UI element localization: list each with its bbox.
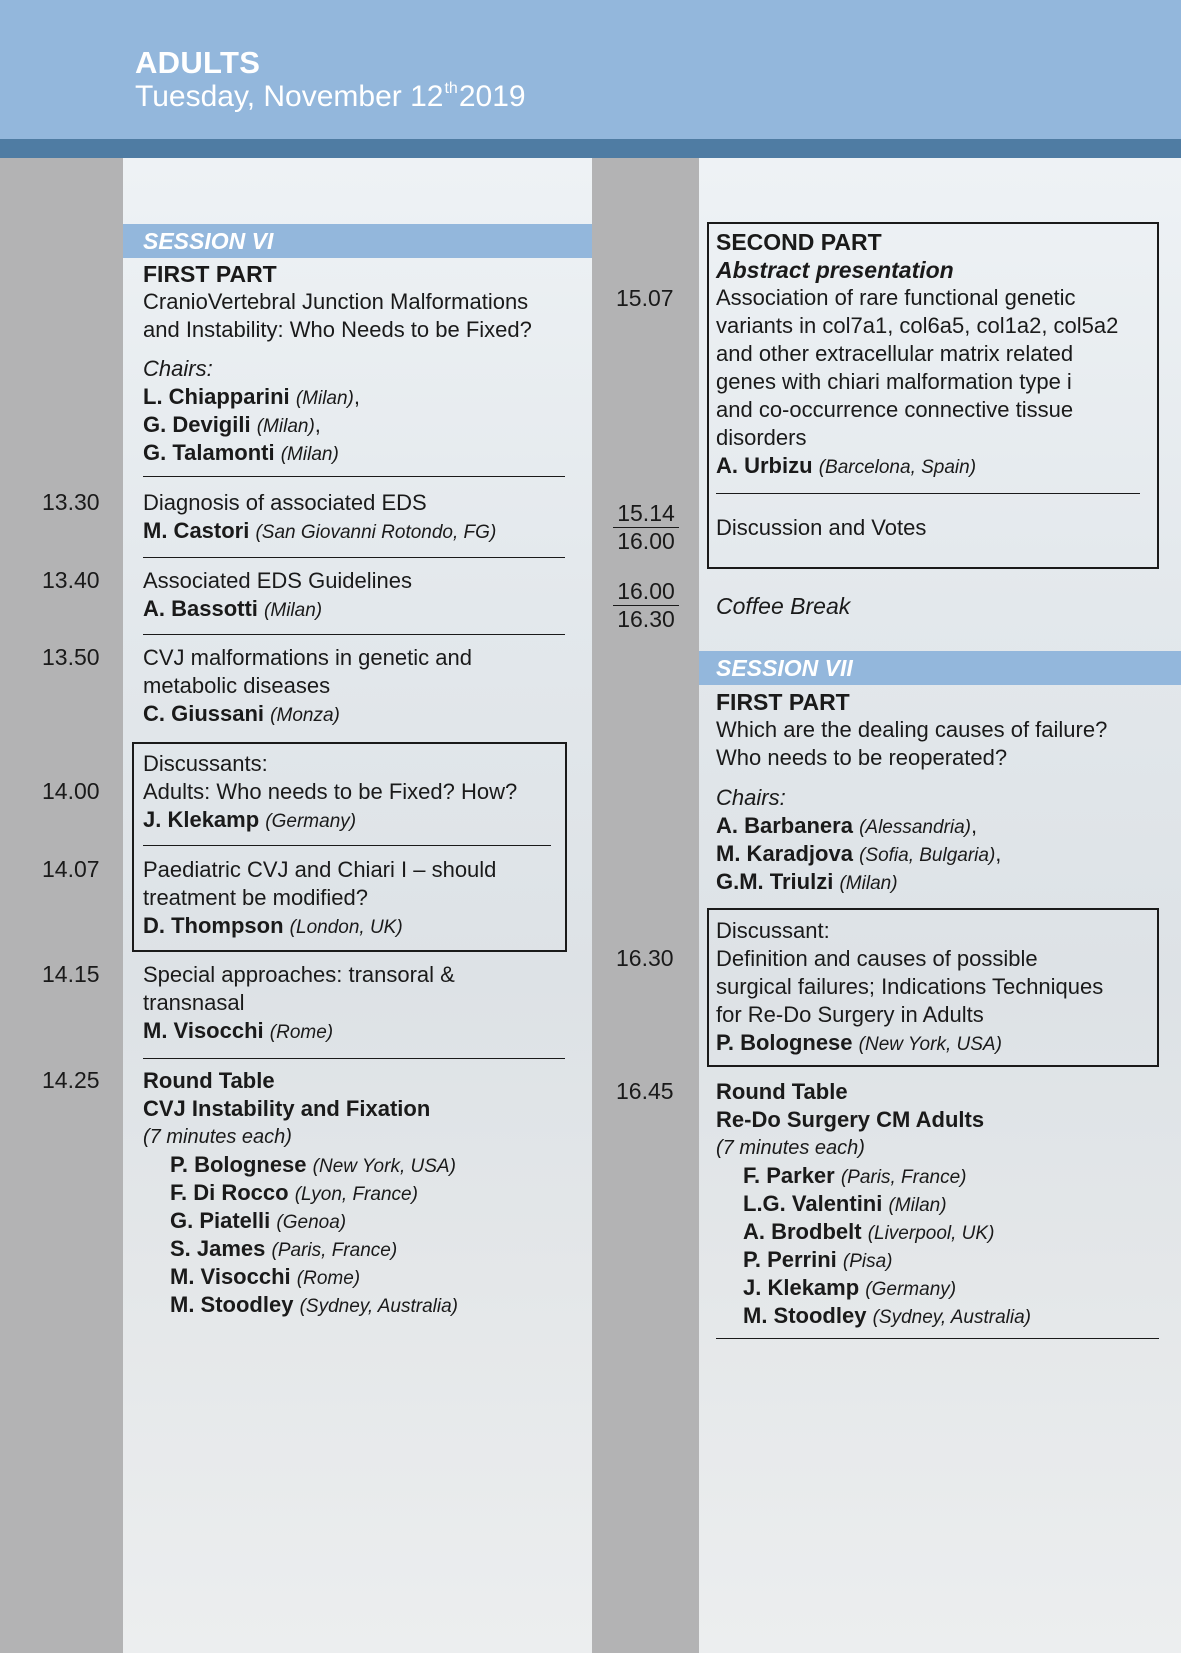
divider — [143, 634, 565, 635]
speaker-aff: (Germany) — [265, 811, 357, 832]
divider — [716, 1338, 1159, 1339]
member-name: M. Stoodley — [170, 1292, 294, 1317]
round-table-label: Round Table — [143, 1068, 275, 1093]
time-range-16-00-16-30 — [613, 578, 679, 633]
time-range-15-14-16-00 — [613, 500, 679, 555]
talk-title-line1: Paediatric CVJ and Chiari I – should — [143, 857, 497, 882]
discussants-label: Discussants: — [143, 751, 268, 776]
speaker-aff: (Barcelona, Spain) — [818, 457, 977, 478]
left-time-column — [0, 158, 123, 1653]
divider — [143, 845, 551, 846]
right-time-column — [592, 158, 699, 1653]
s7-chair — [716, 812, 977, 842]
time-16-45: 16.45 — [616, 1078, 674, 1104]
speaker-aff: (Monza) — [270, 705, 340, 726]
chair-aff: (Milan) — [280, 444, 339, 465]
time-16-30: 16.30 — [616, 945, 674, 971]
round-member — [743, 1190, 947, 1220]
member-name: L.G. Valentini — [743, 1191, 883, 1216]
member-aff: (Milan) — [888, 1195, 947, 1216]
range-start: 16.00 — [613, 578, 679, 606]
date-suffix: 2019 — [458, 80, 526, 113]
s7-chair — [716, 868, 898, 898]
chair-aff: (Sofia, Bulgaria) — [859, 845, 996, 866]
round-member — [170, 1235, 397, 1265]
page-date — [135, 80, 526, 114]
chair-aff: (Milan) — [839, 873, 898, 894]
time-14-15: 14.15 — [42, 961, 100, 987]
round-table-note: (7 minutes each) — [143, 1126, 292, 1148]
talk-title-line2: transnasal — [143, 990, 245, 1015]
member-name: P. Bolognese — [170, 1152, 307, 1177]
time-15-07: 15.07 — [616, 285, 674, 311]
chair-sep: , — [314, 412, 321, 437]
time-14-00: 14.00 — [42, 778, 100, 804]
second-part-label: SECOND PART — [716, 229, 882, 255]
divider — [143, 557, 565, 558]
header-stripe — [0, 139, 1181, 158]
round-member — [170, 1263, 360, 1293]
talk-speaker — [143, 595, 322, 625]
abstract-line: disorders — [716, 425, 807, 450]
speaker-name: A. Bassotti — [143, 596, 258, 621]
speaker-name: J. Klekamp — [143, 807, 260, 832]
date-prefix: Tuesday, November 12 — [135, 80, 444, 113]
time-13-30: 13.30 — [42, 489, 100, 515]
chair-name: G.M. Triulzi — [716, 869, 834, 894]
divider — [143, 476, 565, 477]
talk-speaker — [143, 517, 496, 547]
speaker-aff: (Rome) — [269, 1022, 334, 1043]
talk-speaker — [143, 912, 403, 942]
member-aff: (Sydney, Australia) — [872, 1307, 1031, 1328]
disc-line2: surgical failures; Indications Techniques — [716, 974, 1104, 999]
member-name: M. Stoodley — [743, 1303, 867, 1328]
chair-name: M. Karadjova — [716, 841, 853, 866]
time-13-50: 13.50 — [42, 644, 100, 670]
s6-part-label: FIRST PART — [143, 261, 277, 287]
second-part-sub: Abstract presentation — [716, 257, 954, 283]
s6-chair — [143, 411, 321, 441]
round-member — [743, 1302, 1031, 1332]
speaker-name: C. Giussani — [143, 701, 265, 726]
talk-title-line2: metabolic diseases — [143, 673, 331, 698]
s7-part-label: FIRST PART — [716, 689, 850, 715]
chair-aff: (Alessandria) — [859, 817, 972, 838]
abstract-line: genes with chiari malformation type i — [716, 369, 1072, 394]
member-aff: (Rome) — [296, 1268, 361, 1289]
member-aff: (New York, USA) — [312, 1156, 456, 1177]
talk-speaker — [143, 1017, 333, 1047]
disc-line3: for Re-Do Surgery in Adults — [716, 1002, 984, 1027]
divider — [143, 1058, 565, 1059]
talk-title-line1: Special approaches: transoral & — [143, 962, 455, 987]
s6-topic-line2: and Instability: Who Needs to be Fixed? — [143, 317, 532, 342]
coffee-break: Coffee Break — [716, 593, 851, 619]
chair-sep: , — [995, 841, 1002, 866]
round-table-topic: CVJ Instability and Fixation — [143, 1096, 431, 1121]
page-title: ADULTS — [135, 45, 261, 80]
s6-chairs-label: Chairs: — [143, 356, 213, 381]
divider — [716, 493, 1140, 494]
member-aff: (Germany) — [865, 1279, 957, 1300]
chair-aff: (Milan) — [295, 388, 354, 409]
member-name: M. Visocchi — [170, 1264, 291, 1289]
range-end: 16.00 — [617, 528, 675, 554]
talk-title-line1: CVJ malformations in genetic and — [143, 645, 472, 670]
talk-title: Adults: Who needs to be Fixed? How? — [143, 779, 518, 804]
chair-sep: , — [353, 384, 360, 409]
s6-chair — [143, 439, 339, 469]
abstract-line: variants in col7a1, col6a5, col1a2, col5a2 — [716, 313, 1119, 338]
member-name: S. James — [170, 1236, 266, 1261]
round-table-note: (7 minutes each) — [716, 1137, 865, 1159]
round-member — [743, 1218, 994, 1248]
chair-name: L. Chiapparini — [143, 384, 290, 409]
range-end: 16.30 — [617, 606, 675, 632]
member-name: F. Parker — [743, 1163, 835, 1188]
chair-aff: (Milan) — [256, 416, 315, 437]
talk-speaker — [143, 806, 356, 836]
chair-sep: , — [971, 813, 978, 838]
abstract-line: and co-occurrence connective tissue — [716, 397, 1074, 422]
range-start: 15.14 — [613, 500, 679, 528]
discussant-label: Discussant: — [716, 918, 830, 943]
disc-line1: Definition and causes of possible — [716, 946, 1038, 971]
round-member — [170, 1291, 458, 1321]
abstract-line: Association of rare functional genetic — [716, 285, 1076, 310]
round-member — [170, 1151, 456, 1181]
talk-speaker — [143, 700, 340, 730]
s6-chair — [143, 383, 360, 413]
chair-name: A. Barbanera — [716, 813, 853, 838]
session-vi-label: SESSION VI — [143, 228, 274, 254]
member-aff: (Lyon, France) — [294, 1184, 418, 1205]
speaker-aff: (London, UK) — [289, 917, 403, 938]
speaker-name: D. Thompson — [143, 913, 284, 938]
discussion-votes: Discussion and Votes — [716, 515, 927, 540]
speaker-aff: (San Giovanni Rotondo, FG) — [255, 522, 497, 543]
member-aff: (Pisa) — [842, 1251, 893, 1272]
speaker-name: A. Urbizu — [716, 453, 813, 478]
member-name: F. Di Rocco — [170, 1180, 289, 1205]
talk-title: Diagnosis of associated EDS — [143, 490, 427, 515]
s7-topic-line2: Who needs to be reoperated? — [716, 745, 1008, 770]
talk-title-line2: treatment be modified? — [143, 885, 369, 910]
round-table-topic: Re-Do Surgery CM Adults — [716, 1107, 985, 1132]
date-sup: th — [444, 80, 458, 97]
round-member — [743, 1162, 967, 1192]
round-member — [170, 1207, 346, 1237]
member-name: A. Brodbelt — [743, 1219, 862, 1244]
member-aff: (Genoa) — [276, 1212, 347, 1233]
abstract-line: and other extracellular matrix related — [716, 341, 1074, 366]
round-member — [743, 1246, 893, 1276]
speaker-aff: (Milan) — [264, 600, 323, 621]
member-aff: (Liverpool, UK) — [867, 1223, 995, 1244]
time-14-07: 14.07 — [42, 856, 100, 882]
speaker-name: P. Bolognese — [716, 1030, 853, 1055]
session-vii-label: SESSION VII — [716, 655, 853, 681]
talk-title: Associated EDS Guidelines — [143, 568, 413, 593]
time-14-25: 14.25 — [42, 1067, 100, 1093]
speaker-name: M. Castori — [143, 518, 250, 543]
member-name: J. Klekamp — [743, 1275, 860, 1300]
chair-name: G. Talamonti — [143, 440, 275, 465]
chair-name: G. Devigili — [143, 412, 251, 437]
s7-chair — [716, 840, 1001, 870]
s6-topic-line1: CranioVertebral Junction Malformations — [143, 289, 529, 314]
round-member — [170, 1179, 418, 1209]
member-aff: (Paris, France) — [840, 1167, 967, 1188]
member-name: G. Piatelli — [170, 1208, 271, 1233]
time-13-40: 13.40 — [42, 567, 100, 593]
speaker-name: M. Visocchi — [143, 1018, 264, 1043]
s7-chairs-label: Chairs: — [716, 785, 786, 810]
speaker-aff: (New York, USA) — [858, 1034, 1002, 1055]
s7-topic-line1: Which are the dealing causes of failure? — [716, 717, 1108, 742]
member-aff: (Paris, France) — [271, 1240, 398, 1261]
member-name: P. Perrini — [743, 1247, 837, 1272]
member-aff: (Sydney, Australia) — [299, 1296, 458, 1317]
abstract-speaker — [716, 452, 976, 482]
round-table-label: Round Table — [716, 1079, 848, 1104]
round-member — [743, 1274, 956, 1304]
disc-speaker — [716, 1029, 1002, 1059]
